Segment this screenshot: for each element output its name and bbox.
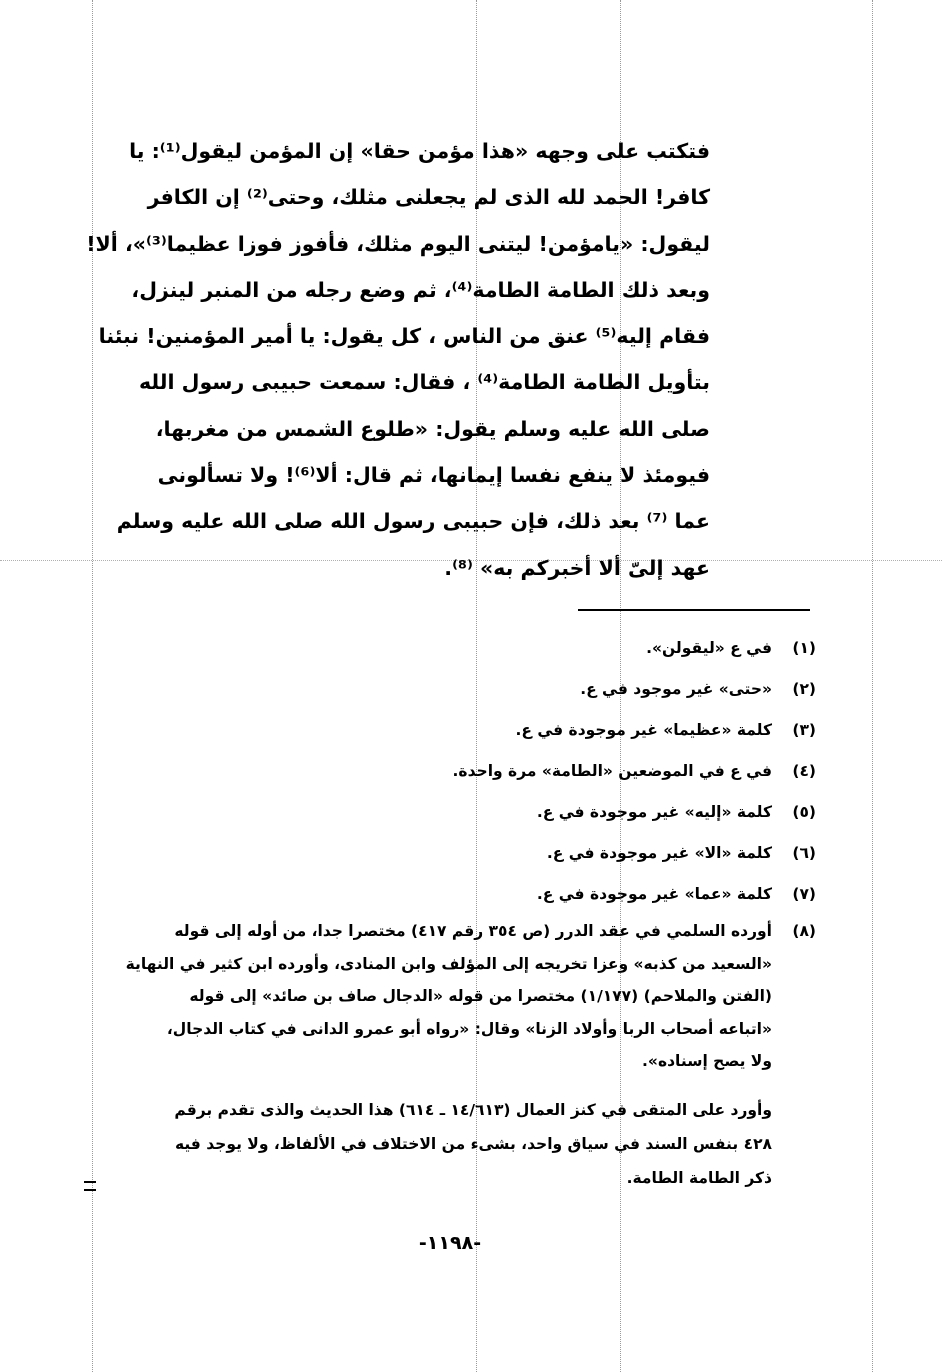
footnote xyxy=(96,751,816,792)
footnote-text xyxy=(96,874,772,915)
additional-note-line: ٤٢٨ بنفس السند في سياق واحد، بشىء من الاختلاف في الألفاظ، ولا يوجد فيه xyxy=(174,1135,772,1153)
footnote-line: في ع في الموضعين «الطامة» مرة واحدة. xyxy=(452,762,772,780)
footnote-text xyxy=(96,833,772,874)
footnote-line: ولا يصح إسناده». xyxy=(642,1052,772,1070)
footnote xyxy=(96,710,816,751)
footnote-text xyxy=(96,751,772,792)
footnote-number: (٢) xyxy=(792,680,816,698)
footnote-line: كلمة «إليه» غير موجودة في ع. xyxy=(536,803,772,821)
body-line: ليقول: «يامؤمن! ليتنى اليوم مثلك، فأفوز فوزا عظيما⁽³⁾»، ألا! xyxy=(86,231,710,256)
footnote-line: «اتباعه أصحاب الربا وأولاد الزنا» وقال: «رواه أبو عمرو الدانى في كتاب الدجال، xyxy=(166,1019,772,1038)
additional-note xyxy=(96,1093,772,1195)
additional-note-line: ذكر الطامة الطامة. xyxy=(626,1169,772,1187)
footnote-text xyxy=(96,915,772,1078)
footnote-separator xyxy=(578,609,810,611)
footnote-text xyxy=(96,710,772,751)
footnote-number: (٦) xyxy=(792,844,816,862)
body-line: عما ⁽⁷⁾ بعد ذلك، فإن حبيبى رسول الله صلى الله عليه وسلم xyxy=(116,509,710,534)
footnote-number: (٤) xyxy=(792,762,816,780)
footnote-line: (الفتن والملاحم) (١/١٧٧) مختصرا من قوله «الدجال صاف بن صائد» إلى قوله xyxy=(189,987,772,1005)
body-line: كافر! الحمد لله الذى لم يجعلنى مثلك، وحتى⁽²⁾ إن الكافر xyxy=(147,185,710,210)
main-body-text xyxy=(88,128,710,591)
footnote-text xyxy=(96,669,772,710)
additional-note-line: وأورد على المتقى في كنز العمال (١٤/٦١٣ ـ ٦١٤) هذا الحديث والذى تقدم برقم xyxy=(174,1101,772,1119)
margin-mark xyxy=(84,1181,96,1191)
footnote xyxy=(96,874,816,915)
footnote-number: (٥) xyxy=(792,803,816,821)
page-number: -١١٩٨- xyxy=(418,1232,482,1254)
footnote-line: في ع «ليقولن». xyxy=(646,639,772,657)
footnote-number: (١) xyxy=(792,639,816,657)
footnote-line: كلمة «عما» غير موجودة في ع. xyxy=(536,885,772,903)
footnote xyxy=(96,792,816,833)
body-line: بتأويل الطامة الطامة⁽⁴⁾ ، فقال: سمعت حبيبى رسول الله xyxy=(139,370,710,395)
footnote xyxy=(96,915,816,1078)
footnote-number: (٣) xyxy=(792,721,816,739)
footnote-line: «حتى» غير موجود في ع. xyxy=(580,680,772,698)
footnote-text xyxy=(96,792,772,833)
footnote-line: كلمة «عظيما» غير موجودة في ع. xyxy=(515,721,772,739)
footnote xyxy=(96,669,816,710)
body-line: صلى الله عليه وسلم يقول: «طلوع الشمس من مغربها، xyxy=(155,416,710,441)
footnote-line: «السعيد من كذبه» وعزا تخريجه إلى المؤلف وابن المنادى، وأورده ابن كثير في النهاية xyxy=(125,954,772,973)
footnote-number: (٨) xyxy=(792,922,816,940)
body-line: عهد إلىّ ألا أخبركم به» ⁽⁸⁾. xyxy=(444,555,710,580)
footnote-text xyxy=(96,628,772,669)
body-line: وبعد ذلك الطامة الطامة⁽⁴⁾، ثم وضع رجله من المنبر لينزل، xyxy=(131,277,710,302)
footnote xyxy=(96,628,816,669)
body-line: فتكتب على وجهه «هذا مؤمن حقا» إن المؤمن ليقول⁽¹⁾: يا xyxy=(129,139,710,163)
footnote-line: أورده السلمي في عقد الدرر (ص ٣٥٤ رقم ٤١٧) مختصرا جدا، من أوله إلى قوله xyxy=(174,922,772,940)
body-line: فيومئذ لا ينفع نفسا إيمانها، ثم قال: ألا⁽⁶⁾! ولا تسألونى xyxy=(157,463,710,488)
footnote xyxy=(96,833,816,874)
body-line: فقام إليه⁽⁵⁾ عنق من الناس ، كل يقول: يا أمير المؤمنين! نبئنا xyxy=(98,324,710,349)
footnote-line: كلمة «الا» غير موجودة في ع. xyxy=(546,844,772,862)
footnotes-list xyxy=(96,628,816,1078)
dotted-guide-right xyxy=(872,0,873,1372)
footnote-number: (٧) xyxy=(792,885,816,903)
